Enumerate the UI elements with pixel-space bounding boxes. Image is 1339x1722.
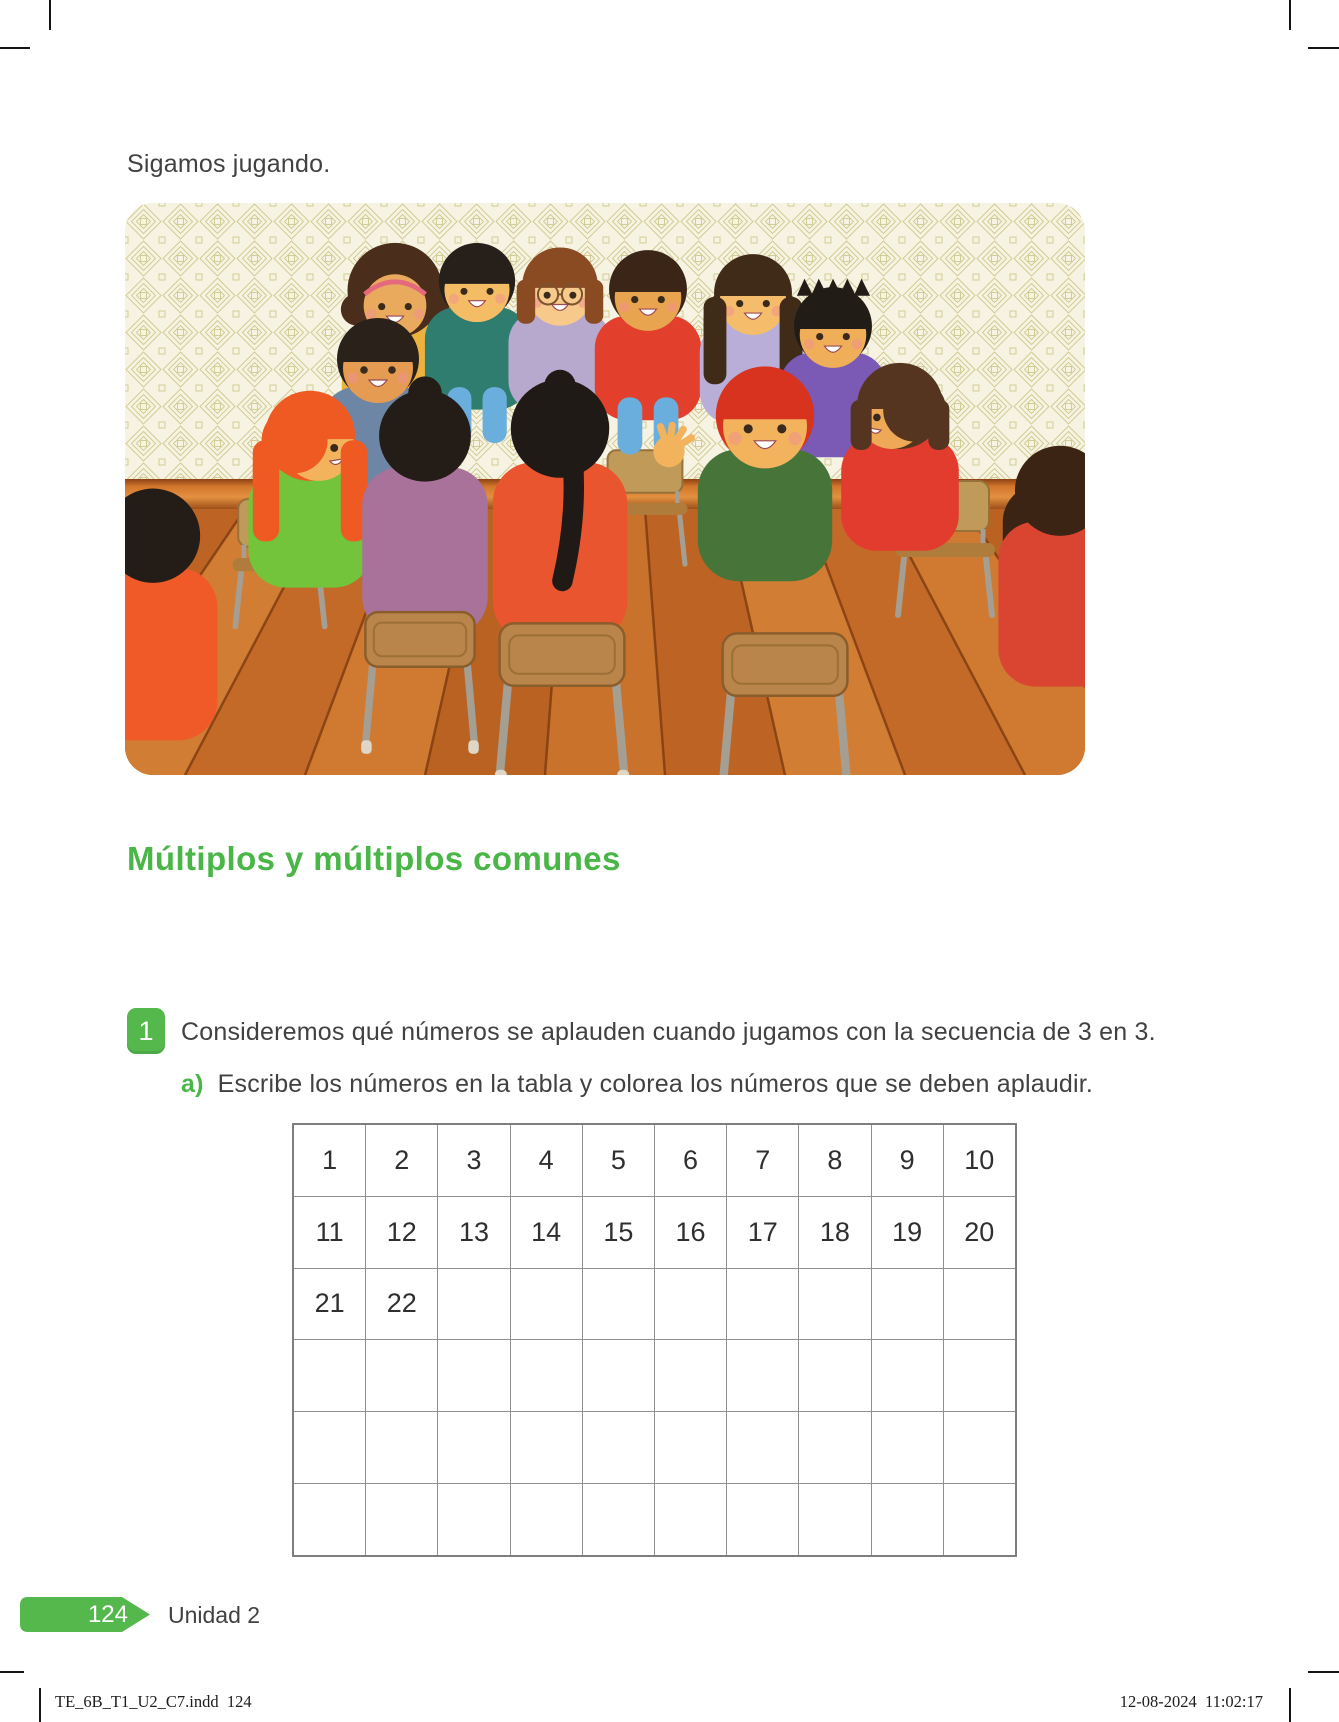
table-row — [293, 1196, 1016, 1268]
crop-mark — [39, 1688, 41, 1722]
table-cell[interactable]: 6 — [654, 1124, 726, 1196]
table-cell[interactable] — [510, 1412, 582, 1484]
table-cell[interactable] — [293, 1340, 366, 1412]
table-cell[interactable]: 9 — [871, 1124, 943, 1196]
number-table-body — [293, 1124, 1016, 1556]
table-cell[interactable] — [293, 1412, 366, 1484]
exercise-statement: Consideremos qué números se aplauden cuando jugamos con la secuencia de 3 en 3. — [181, 1018, 1156, 1046]
table-cell[interactable] — [871, 1483, 943, 1555]
exercise-item-a — [181, 1070, 1093, 1099]
table-cell[interactable]: 8 — [799, 1124, 871, 1196]
crop-mark — [1289, 1688, 1291, 1722]
table-cell[interactable]: 14 — [510, 1196, 582, 1268]
table-row — [293, 1124, 1016, 1196]
table-cell[interactable] — [654, 1412, 726, 1484]
page-number: 124 — [87, 1601, 128, 1628]
table-cell[interactable]: 17 — [727, 1196, 799, 1268]
table-cell[interactable] — [943, 1268, 1016, 1340]
item-a-text: Escribe los números en la tabla y colorea los números que se deben aplaudir. — [217, 1070, 1094, 1098]
table-cell[interactable] — [799, 1268, 871, 1340]
page-number-badge — [20, 1597, 150, 1632]
table-cell[interactable]: 16 — [654, 1196, 726, 1268]
table-cell[interactable] — [727, 1412, 799, 1484]
table-cell[interactable]: 4 — [510, 1124, 582, 1196]
table-cell[interactable] — [727, 1340, 799, 1412]
table-cell[interactable] — [943, 1412, 1016, 1484]
crop-mark — [49, 0, 51, 30]
table-cell[interactable] — [366, 1340, 438, 1412]
table-cell[interactable] — [799, 1483, 871, 1555]
table-cell[interactable]: 12 — [366, 1196, 438, 1268]
table-cell[interactable] — [510, 1483, 582, 1555]
table-cell[interactable] — [293, 1483, 366, 1555]
table-row — [293, 1412, 1016, 1484]
table-cell[interactable] — [438, 1483, 510, 1555]
table-cell[interactable]: 21 — [293, 1268, 366, 1340]
table-cell[interactable] — [510, 1340, 582, 1412]
table-cell[interactable]: 18 — [799, 1196, 871, 1268]
table-cell[interactable]: 1 — [293, 1124, 366, 1196]
table-cell[interactable]: 10 — [943, 1124, 1016, 1196]
table-cell[interactable] — [366, 1483, 438, 1555]
table-cell[interactable] — [871, 1268, 943, 1340]
print-timestamp: 12-08-2024 11:02:17 — [1119, 1692, 1263, 1711]
table-cell[interactable]: 13 — [438, 1196, 510, 1268]
table-cell[interactable]: 7 — [727, 1124, 799, 1196]
table-cell[interactable]: 11 — [293, 1196, 366, 1268]
print-file-name: TE_6B_T1_U2_C7.indd 124 — [55, 1692, 252, 1711]
table-cell[interactable] — [582, 1412, 654, 1484]
table-cell[interactable] — [582, 1340, 654, 1412]
section-title: Múltiplos y múltiplos comunes — [127, 840, 621, 877]
table-cell[interactable] — [943, 1483, 1016, 1555]
table-cell[interactable] — [654, 1483, 726, 1555]
table-cell[interactable] — [510, 1268, 582, 1340]
table-cell[interactable] — [366, 1412, 438, 1484]
table-cell[interactable] — [799, 1412, 871, 1484]
crop-mark — [0, 1671, 24, 1673]
crop-mark — [1308, 1671, 1339, 1673]
table-cell[interactable] — [727, 1483, 799, 1555]
exercise-number: 1 — [138, 1016, 154, 1046]
table-cell[interactable] — [943, 1340, 1016, 1412]
table-cell[interactable] — [871, 1412, 943, 1484]
table-cell[interactable]: 2 — [366, 1124, 438, 1196]
table-cell[interactable] — [799, 1340, 871, 1412]
table-cell[interactable] — [654, 1268, 726, 1340]
table-cell[interactable] — [727, 1268, 799, 1340]
intro-text: Sigamos jugando. — [127, 150, 331, 178]
table-cell[interactable] — [582, 1268, 654, 1340]
table-cell[interactable]: 19 — [871, 1196, 943, 1268]
item-a-label: a) — [181, 1070, 204, 1098]
exercise-number-badge — [127, 1008, 165, 1054]
table-cell[interactable] — [438, 1340, 510, 1412]
table-cell[interactable]: 5 — [582, 1124, 654, 1196]
crop-mark — [1289, 0, 1291, 30]
table-row — [293, 1268, 1016, 1340]
table-cell[interactable] — [438, 1268, 510, 1340]
table-cell[interactable] — [438, 1412, 510, 1484]
unit-label: Unidad 2 — [168, 1602, 261, 1628]
table-cell[interactable]: 22 — [366, 1268, 438, 1340]
crop-mark — [0, 47, 30, 49]
number-table — [292, 1123, 1017, 1557]
children-circle-illustration — [125, 203, 1085, 775]
table-cell[interactable]: 15 — [582, 1196, 654, 1268]
table-cell[interactable]: 3 — [438, 1124, 510, 1196]
table-row — [293, 1483, 1016, 1555]
table-cell[interactable] — [582, 1483, 654, 1555]
crop-mark — [1308, 47, 1339, 49]
table-row — [293, 1340, 1016, 1412]
table-cell[interactable] — [654, 1340, 726, 1412]
table-cell[interactable]: 20 — [943, 1196, 1016, 1268]
table-cell[interactable] — [871, 1340, 943, 1412]
